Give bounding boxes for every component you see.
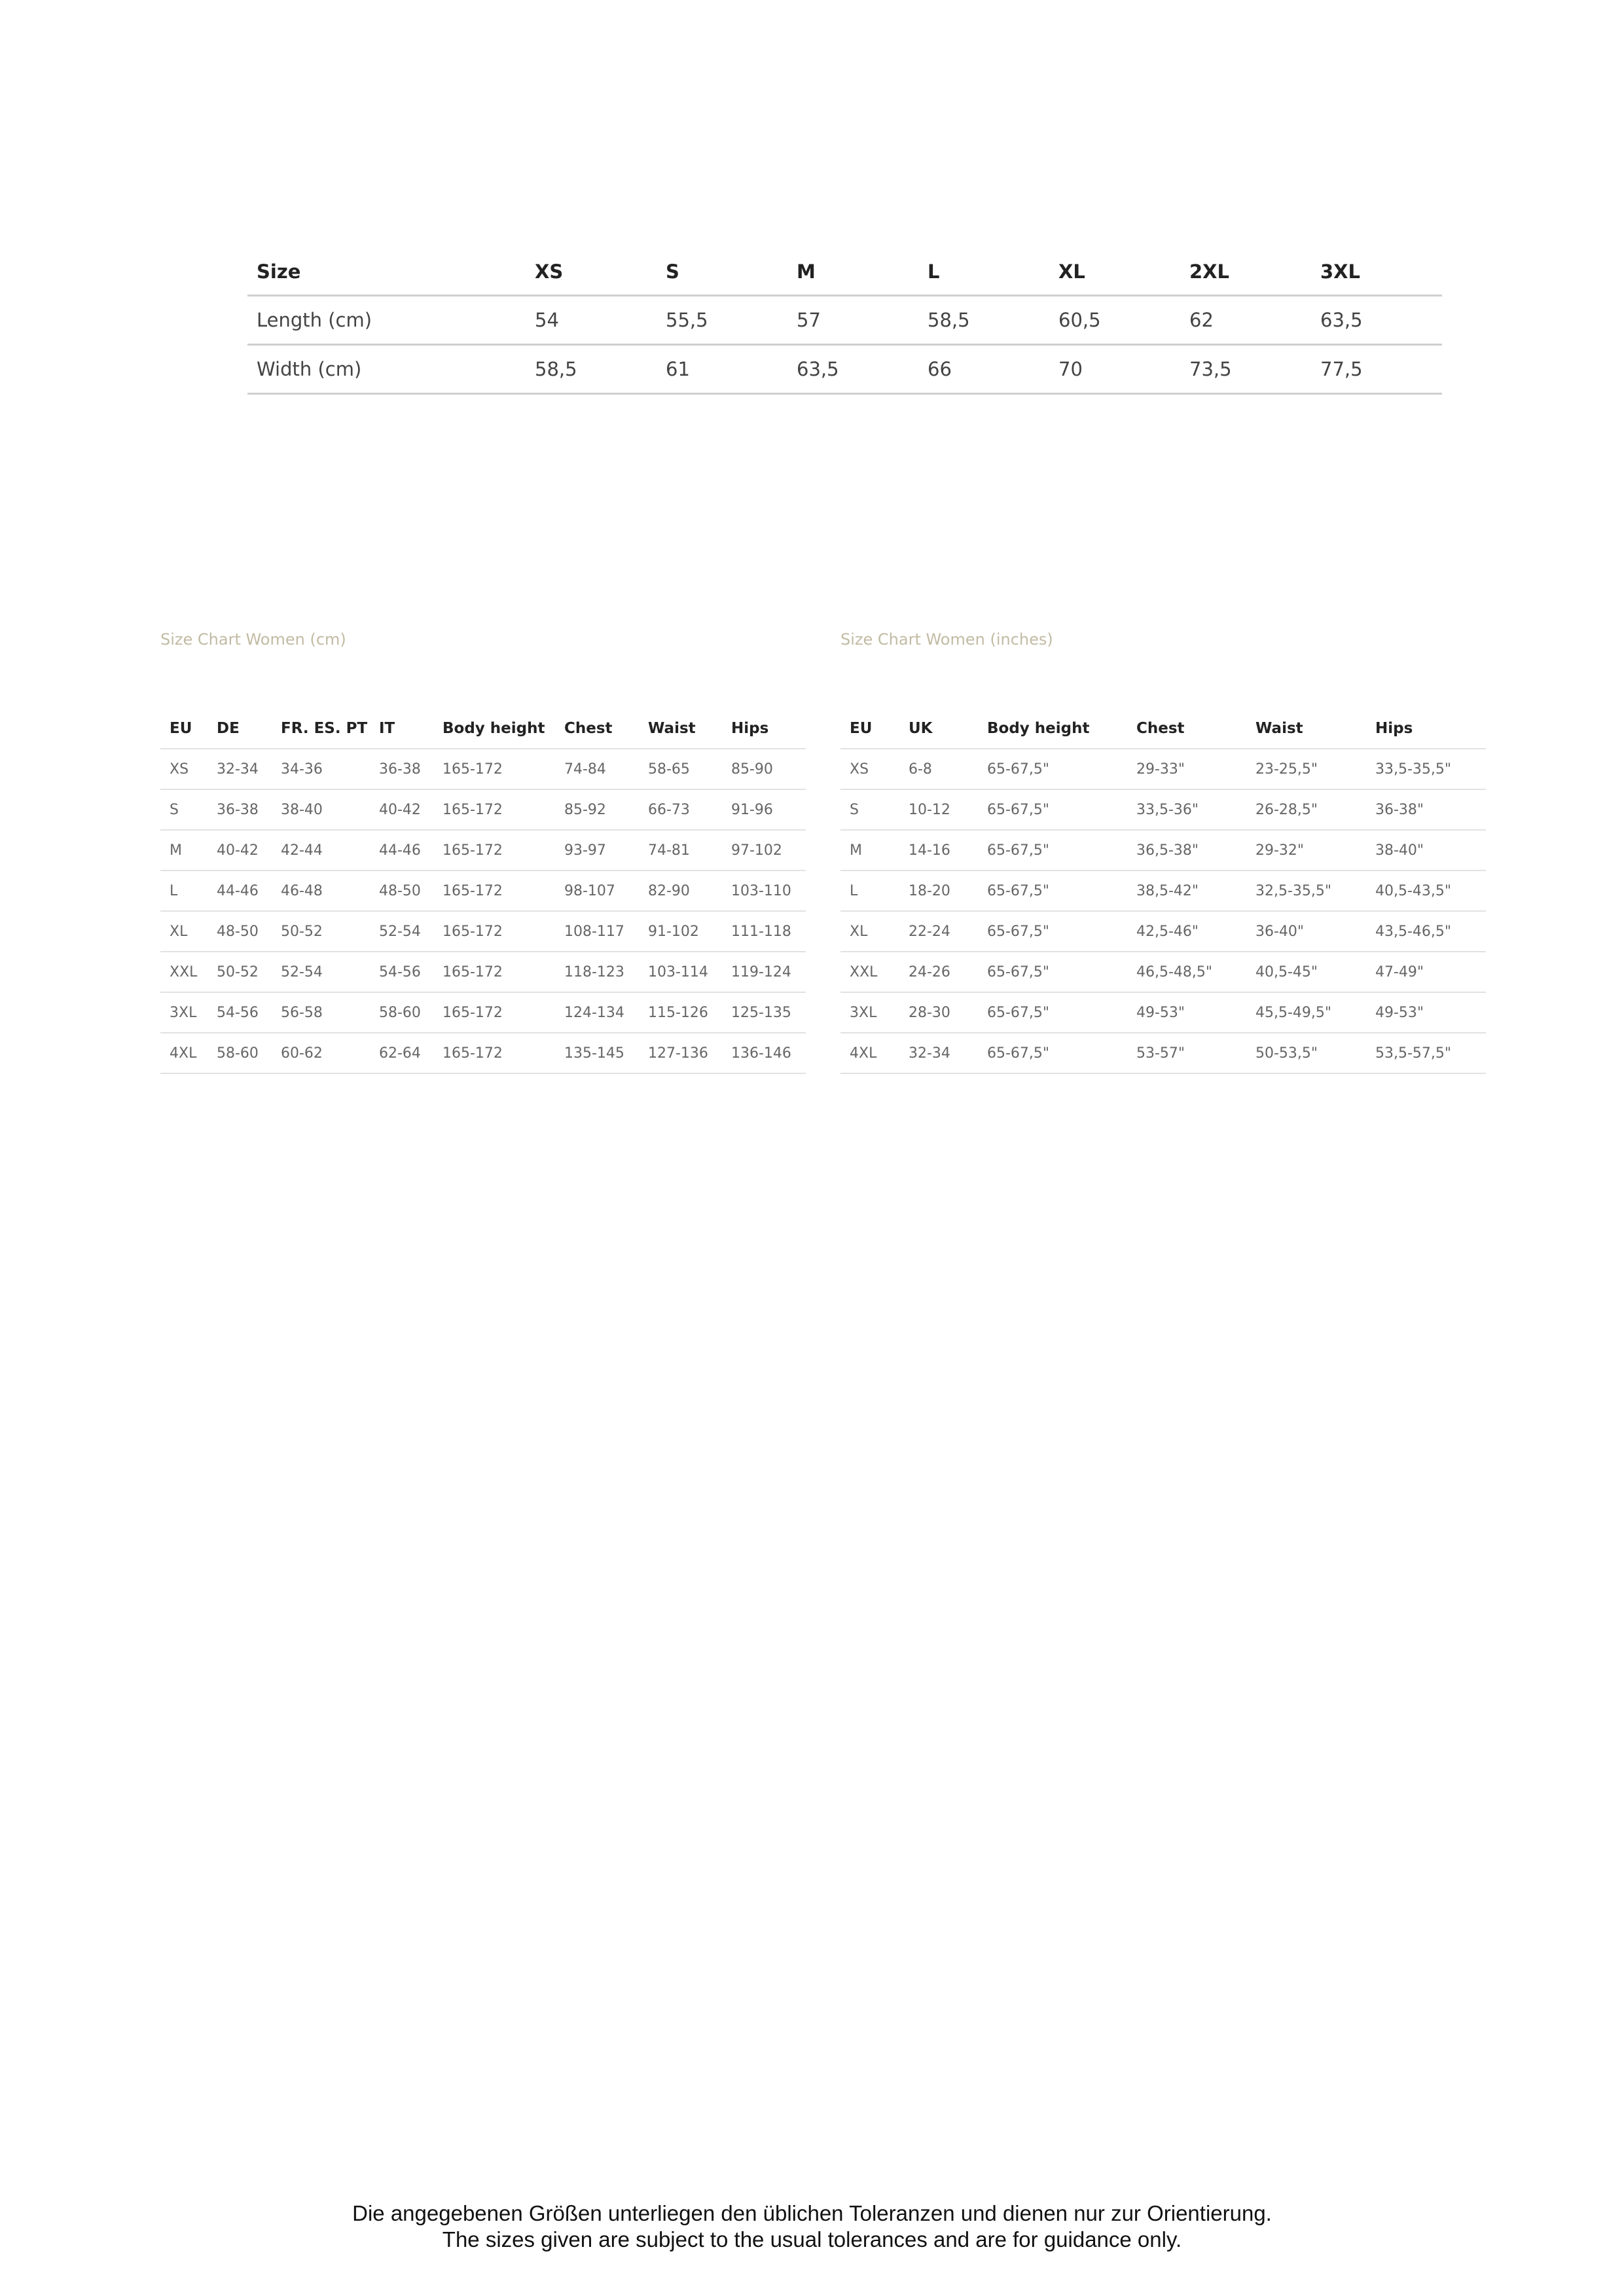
- header-cell: L: [918, 249, 1049, 296]
- header-cell: Size: [247, 249, 526, 296]
- table-cell: M: [840, 830, 899, 870]
- table-cell: 165-172: [433, 1033, 555, 1073]
- table-cell: 54-56: [208, 992, 272, 1033]
- header-cell: Waist: [639, 709, 722, 749]
- table-cell: XXL: [160, 952, 208, 992]
- header-cell: XL: [1049, 249, 1180, 296]
- table-cell: 119-124: [722, 952, 806, 992]
- table-cell: XL: [160, 911, 208, 952]
- table-cell: 58-65: [639, 749, 722, 789]
- tolerance-note: [0, 2200, 1624, 2253]
- table-cell: 85-90: [722, 749, 806, 789]
- table-cell: S: [840, 789, 899, 830]
- header-cell: Hips: [1366, 709, 1486, 749]
- table-cell: 29-32": [1246, 830, 1366, 870]
- table-cell: XS: [840, 749, 899, 789]
- table-cell: 48-50: [208, 911, 272, 952]
- table-cell: 54-56: [370, 952, 433, 992]
- size-chart-women-inches-table: [840, 709, 1486, 1074]
- table-cell: 62-64: [370, 1033, 433, 1073]
- table-cell: 3XL: [160, 992, 208, 1033]
- table-cell: 23-25,5": [1246, 749, 1366, 789]
- table-cell: 165-172: [433, 789, 555, 830]
- table-cell: 36-38: [370, 749, 433, 789]
- table-cell: Width (cm): [247, 345, 526, 394]
- table-row: [247, 345, 1442, 394]
- header-cell: XS: [526, 249, 657, 296]
- table-cell: 50-53,5": [1246, 1033, 1366, 1073]
- table-cell: 32-34: [899, 1033, 978, 1073]
- table-cell: 65-67,5": [978, 870, 1127, 911]
- header-cell: Chest: [1127, 709, 1246, 749]
- table-cell: 66-73: [639, 789, 722, 830]
- table-cell: 40-42: [208, 830, 272, 870]
- table-cell: 53,5-57,5": [1366, 1033, 1486, 1073]
- table-cell: 118-123: [555, 952, 639, 992]
- table-cell: 65-67,5": [978, 911, 1127, 952]
- table-cell: 58-60: [370, 992, 433, 1033]
- table-cell: 82-90: [639, 870, 722, 911]
- header-cell: Body height: [433, 709, 555, 749]
- table-cell: 93-97: [555, 830, 639, 870]
- header-cell: FR. ES. PT: [272, 709, 370, 749]
- table-cell: 47-49": [1366, 952, 1486, 992]
- table-cell: 63,5: [1311, 296, 1442, 345]
- table-cell: 18-20: [899, 870, 978, 911]
- table-cell: 56-58: [272, 992, 370, 1033]
- table-cell: XL: [840, 911, 899, 952]
- table-cell: 10-12: [899, 789, 978, 830]
- table-cell: 36-38": [1366, 789, 1486, 830]
- table-cell: 73,5: [1180, 345, 1311, 394]
- table-row: [160, 1033, 806, 1073]
- table-cell: S: [160, 789, 208, 830]
- table-row: [160, 992, 806, 1033]
- table-cell: 49-53": [1127, 992, 1246, 1033]
- table-row: [247, 296, 1442, 345]
- table-header-row: [840, 709, 1486, 749]
- table-cell: 165-172: [433, 992, 555, 1033]
- table-cell: 40,5-43,5": [1366, 870, 1486, 911]
- table-cell: 111-118: [722, 911, 806, 952]
- table-cell: 58,5: [526, 345, 657, 394]
- table-row: [840, 992, 1486, 1033]
- table-cell: 24-26: [899, 952, 978, 992]
- table-cell: 61: [657, 345, 787, 394]
- table-cell: 74-84: [555, 749, 639, 789]
- table-cell: L: [160, 870, 208, 911]
- table-cell: 49-53": [1366, 992, 1486, 1033]
- table-cell: 165-172: [433, 911, 555, 952]
- table-cell: 42,5-46": [1127, 911, 1246, 952]
- header-cell: EU: [840, 709, 899, 749]
- table-row: [840, 952, 1486, 992]
- size-chart-women-cm-table: [160, 709, 806, 1074]
- table-cell: Length (cm): [247, 296, 526, 345]
- header-cell: DE: [208, 709, 272, 749]
- table-row: [840, 749, 1486, 789]
- table-cell: 33,5-35,5": [1366, 749, 1486, 789]
- table-cell: 60-62: [272, 1033, 370, 1073]
- header-cell: 3XL: [1311, 249, 1442, 296]
- table-cell: 3XL: [840, 992, 899, 1033]
- table-cell: 65-67,5": [978, 992, 1127, 1033]
- table-row: [160, 830, 806, 870]
- table-cell: 42-44: [272, 830, 370, 870]
- table-cell: M: [160, 830, 208, 870]
- table-cell: 124-134: [555, 992, 639, 1033]
- table-cell: 36-40": [1246, 911, 1366, 952]
- table-cell: 52-54: [272, 952, 370, 992]
- table-cell: 77,5: [1311, 345, 1442, 394]
- table-cell: 127-136: [639, 1033, 722, 1073]
- header-cell: Waist: [1246, 709, 1366, 749]
- table-row: [840, 911, 1486, 952]
- table-cell: 52-54: [370, 911, 433, 952]
- table-cell: 65-67,5": [978, 789, 1127, 830]
- table-cell: 65-67,5": [978, 830, 1127, 870]
- tolerance-note-english: The sizes given are subject to the usual tolerances and are for guidance only.: [442, 2227, 1182, 2251]
- table-cell: 50-52: [272, 911, 370, 952]
- size-chart-women-cm-caption: Size Chart Women (cm): [160, 630, 346, 649]
- table-cell: 36,5-38": [1127, 830, 1246, 870]
- table-cell: 165-172: [433, 749, 555, 789]
- table-cell: 28-30: [899, 992, 978, 1033]
- table-row: [840, 870, 1486, 911]
- table-cell: 135-145: [555, 1033, 639, 1073]
- table-cell: 50-52: [208, 952, 272, 992]
- table-row: [160, 749, 806, 789]
- table-row: [160, 952, 806, 992]
- table-cell: 108-117: [555, 911, 639, 952]
- header-cell: Hips: [722, 709, 806, 749]
- table-cell: 103-114: [639, 952, 722, 992]
- table-row: [160, 870, 806, 911]
- table-cell: 44-46: [208, 870, 272, 911]
- table-cell: 34-36: [272, 749, 370, 789]
- table-cell: 136-146: [722, 1033, 806, 1073]
- table-cell: 48-50: [370, 870, 433, 911]
- tolerance-note-german: Die angegebenen Größen unterliegen den üblichen Toleranzen und dienen nur zur Orientierung.: [352, 2201, 1272, 2225]
- table-cell: 91-102: [639, 911, 722, 952]
- header-cell: EU: [160, 709, 208, 749]
- table-cell: 63,5: [787, 345, 918, 394]
- table-cell: 4XL: [160, 1033, 208, 1073]
- table-cell: 38-40: [272, 789, 370, 830]
- table-header-row: [160, 709, 806, 749]
- table-row: [840, 789, 1486, 830]
- table-cell: 97-102: [722, 830, 806, 870]
- table-cell: 4XL: [840, 1033, 899, 1073]
- table-cell: 165-172: [433, 870, 555, 911]
- table-cell: 29-33": [1127, 749, 1246, 789]
- table-cell: 46,5-48,5": [1127, 952, 1246, 992]
- table-cell: 6-8: [899, 749, 978, 789]
- table-cell: 43,5-46,5": [1366, 911, 1486, 952]
- table-cell: 40,5-45": [1246, 952, 1366, 992]
- table-row: [840, 1033, 1486, 1073]
- table-cell: 60,5: [1049, 296, 1180, 345]
- header-cell: M: [787, 249, 918, 296]
- table-cell: 115-126: [639, 992, 722, 1033]
- table-row: [160, 911, 806, 952]
- table-cell: 45,5-49,5": [1246, 992, 1366, 1033]
- table-cell: 65-67,5": [978, 1033, 1127, 1073]
- table-cell: 40-42: [370, 789, 433, 830]
- table-cell: 38,5-42": [1127, 870, 1246, 911]
- table-cell: 66: [918, 345, 1049, 394]
- table-cell: 85-92: [555, 789, 639, 830]
- table-cell: 165-172: [433, 830, 555, 870]
- table-cell: 74-81: [639, 830, 722, 870]
- table-cell: 55,5: [657, 296, 787, 345]
- header-cell: S: [657, 249, 787, 296]
- product-measurement-table: [247, 249, 1442, 395]
- table-cell: 58-60: [208, 1033, 272, 1073]
- table-cell: 46-48: [272, 870, 370, 911]
- table-cell: 65-67,5": [978, 749, 1127, 789]
- table-cell: 91-96: [722, 789, 806, 830]
- table-cell: 65-67,5": [978, 952, 1127, 992]
- table-cell: 98-107: [555, 870, 639, 911]
- table-cell: 57: [787, 296, 918, 345]
- table-cell: 70: [1049, 345, 1180, 394]
- header-cell: Body height: [978, 709, 1127, 749]
- table-row: [160, 789, 806, 830]
- table-cell: 33,5-36": [1127, 789, 1246, 830]
- table-cell: 165-172: [433, 952, 555, 992]
- table-cell: 62: [1180, 296, 1311, 345]
- size-chart-women-inches-caption: Size Chart Women (inches): [840, 630, 1053, 649]
- table-cell: 26-28,5": [1246, 789, 1366, 830]
- table-cell: 36-38: [208, 789, 272, 830]
- table-cell: 103-110: [722, 870, 806, 911]
- table-cell: 58,5: [918, 296, 1049, 345]
- table-cell: L: [840, 870, 899, 911]
- table-cell: 53-57": [1127, 1033, 1246, 1073]
- table-cell: 32,5-35,5": [1246, 870, 1366, 911]
- table-cell: XXL: [840, 952, 899, 992]
- table-cell: 125-135: [722, 992, 806, 1033]
- table-cell: 54: [526, 296, 657, 345]
- header-cell: 2XL: [1180, 249, 1311, 296]
- header-cell: IT: [370, 709, 433, 749]
- table-row: [840, 830, 1486, 870]
- header-cell: Chest: [555, 709, 639, 749]
- table-header-row: [247, 249, 1442, 296]
- table-cell: 22-24: [899, 911, 978, 952]
- table-cell: XS: [160, 749, 208, 789]
- header-cell: UK: [899, 709, 978, 749]
- table-cell: 38-40": [1366, 830, 1486, 870]
- table-cell: 32-34: [208, 749, 272, 789]
- table-cell: 44-46: [370, 830, 433, 870]
- table-cell: 14-16: [899, 830, 978, 870]
